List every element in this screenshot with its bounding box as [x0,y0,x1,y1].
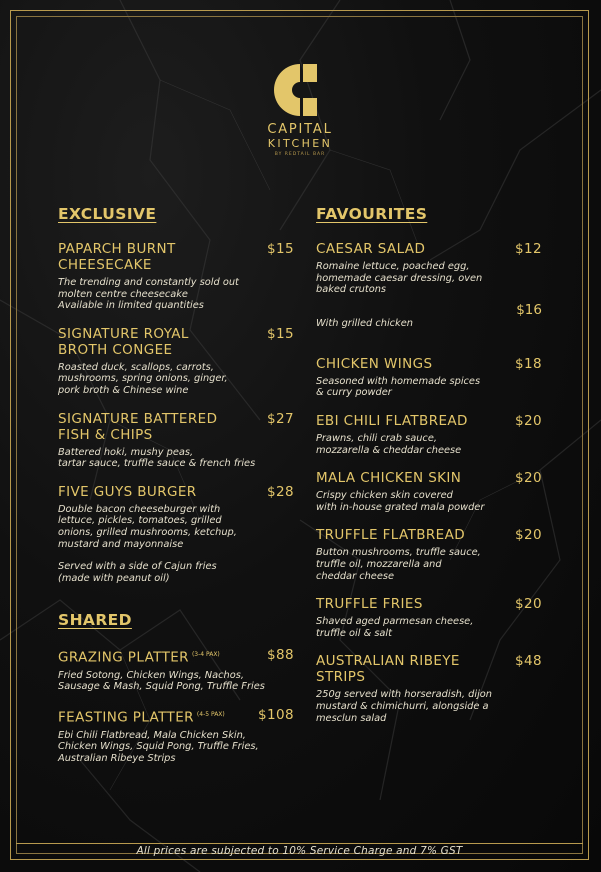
pax-label: (4-5 PAX) [196,711,225,718]
menu-item [58,647,294,693]
item-description: Ebi Chili Flatbread, Mala Chicken Skin, Chicken Wings, Squid Pong, Truffle Fries, Australian Ribeye Strips [58,729,259,764]
section-title-favourites: FAVOURITES [316,205,428,223]
left-column [58,204,294,778]
item-name: CHICKEN WINGS [316,355,433,372]
item-name: SIGNATURE BATTERED FISH & CHIPS [58,410,218,443]
menu-item [58,241,294,312]
section-title-shared: SHARED [58,611,132,630]
pax-label: (3-4 PAX) [191,651,220,659]
item-name-text: GRAZING PLATTER [58,649,189,666]
item-price: $20 [515,596,542,613]
brand-name-line1: CAPITAL [267,122,333,137]
section-title-exclusive: EXCLUSIVE [58,205,157,223]
footer-note: All prices are subjected to 10% Service Charge and 7% GST [136,845,463,857]
footer-divider [16,843,583,844]
addon-label: With grilled chicken [316,317,413,329]
menu-item [316,241,542,342]
item-price: $15 [267,241,294,257]
menu-item [316,470,542,513]
item-name: FIVE GUYS BURGER [58,483,197,500]
item-name-text: FEASTING PLATTER [58,709,194,726]
item-name: SIGNATURE ROYAL BROTH CONGEE [58,325,189,358]
item-name: TRUFFLE FRIES [316,596,423,613]
item-description: Fried Sotong, Chicken Wings, Nachos, Sausage & Mash, Squid Pong, Truffle Fries [58,669,265,693]
item-description: Prawns, chili crab sauce, mozzarella & cheddar cheese [316,432,462,456]
item-description: Crispy chicken skin covered with in-house grated mala powder [316,490,485,513]
item-description: Battered hoki, mushy peas, tartar sauce, truffle sauce & french fries [58,446,256,470]
menu-item [316,596,542,639]
addon-price: $16 [516,301,542,318]
item-name: AUSTRALIAN RIBEYE STRIPS [316,653,460,686]
item-description: Romaine lettuce, poached egg, homemade caesar dressing, oven baked crutons [316,261,483,296]
item-description: Shaved aged parmesan cheese, truffle oil & salt [316,616,474,639]
item-description: Roasted duck, scallops, carrots, mushrooms, spring onions, ginger, pork broth & Chinese wine [58,361,228,396]
item-price: $20 [515,470,542,487]
item-price: $12 [515,241,542,257]
item-note: Served with a side of Cajun fries (made with peanut oil) [58,561,217,584]
brand-logo [250,56,350,186]
item-name [58,647,294,666]
item-price: $88 [267,647,294,664]
menu-item [58,484,294,585]
item-name: EBI CHILI FLATBREAD [316,412,468,429]
item-price: $108 [258,707,294,723]
item-description: Double bacon cheeseburger with lettuce, pickles, tomatoes, grilled onions, grilled mushrooms, ketchup, mustard and mayonnaise [58,503,237,550]
menu-item [316,356,542,399]
item-description: The trending and constantly sold out molten centre cheesecake Available in limited quantities [58,277,239,312]
item-description: 250g served with horseradish, dijon mustard & chimichurri, alongside a mesclun salad [316,689,492,724]
item-name: TRUFFLE FLATBREAD [316,527,466,544]
item-price: $15 [267,325,294,342]
item-name: CAESAR SALAD [316,241,426,257]
item-price: $18 [515,355,542,372]
c-monogram-icon [272,62,328,118]
item-price: $20 [515,527,542,544]
item-price: $48 [515,653,542,670]
menu-item [316,527,542,582]
item-name: MALA CHICKEN SKIN [316,470,462,487]
menu-item [58,326,294,397]
item-addon [316,301,542,342]
menu-item [58,411,294,470]
item-description: Button mushrooms, truffle sauce, truffle oil, mozzarella and cheddar cheese [316,547,481,582]
menu-item [316,653,542,724]
brand-name-line2: KITCHEN [267,137,333,150]
item-description: Seasoned with homemade spices & curry powder [316,375,481,399]
menu-item [58,707,294,764]
item-price: $28 [267,483,294,500]
item-price: $20 [515,412,542,429]
item-name: PAPARCH BURNT CHEESECAKE [58,241,176,273]
menu-item [316,413,542,456]
item-price: $27 [267,410,294,427]
brand-tagline: BY REDTAIL BAR [274,152,326,157]
right-column [316,204,542,738]
